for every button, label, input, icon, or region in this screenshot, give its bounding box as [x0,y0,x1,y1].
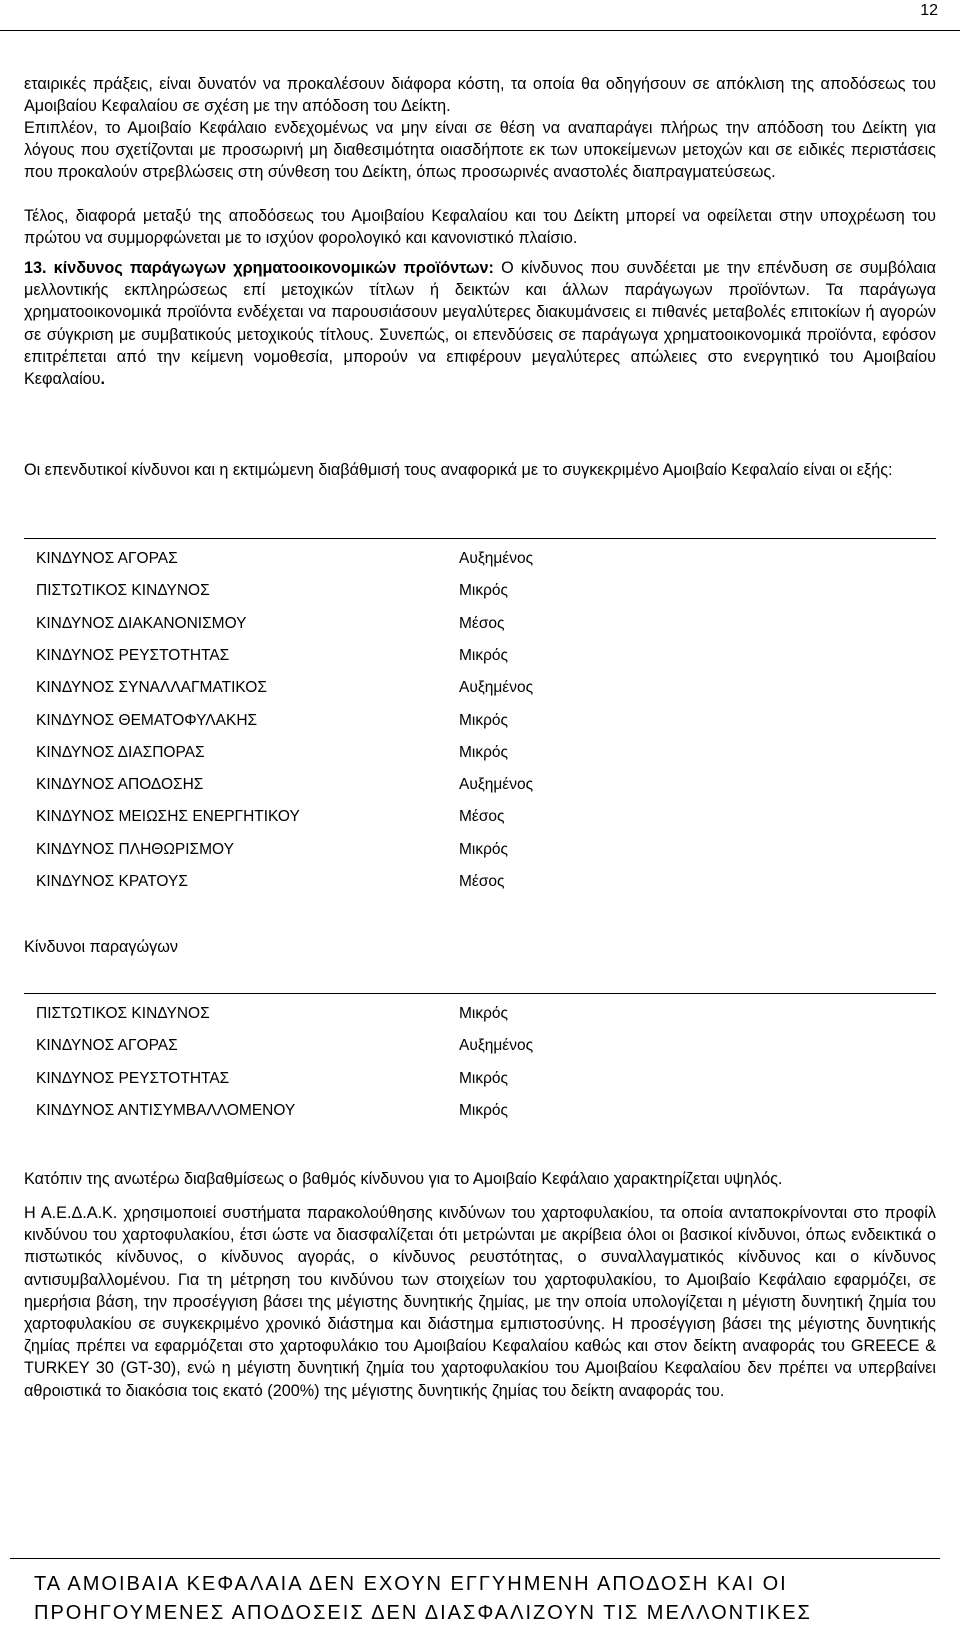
paragraph-tax: Τέλος, διαφορά μεταξύ της αποδόσεως του Αμοιβαίου Κεφαλαίου και του Δείκτη μπορεί να οφείλεται στην υποχρέωση του πρώτου να συμμορφώνεται με το ισχύον φορολογικό και κανονιστικό πλαίσιο. [24,207,936,248]
paragraph-costs: εταιρικές πράξεις, είναι δυνατόν να προκαλέσουν διάφορα κόστη, τα οποία θα οδηγήσουν σε απόκλιση της αποδόσεως του Αμοιβαίου Κεφαλαίου σε σχέση με την απόδοση του Δείκτη. [24,75,936,116]
risk-name: ΚΙΝΔΥΝΟΣ ΚΡΑΤΟΥΣ [36,873,188,890]
derivatives-risk-end: . [100,370,106,389]
footer-line-2: ΠΡΟΗΓΟΥΜΕΝΕΣ ΑΠΟΔΟΣΕΙΣ ΔΕΝ ΔΙΑΣΦΑΛΙΖΟΥΝ ΤΙΣ ΜΕΛΛΟΝΤΙΚΕΣ [34,1602,812,1624]
risk-level: Μέσος [459,808,505,826]
derivative-risk-table [24,993,936,1134]
risk-level: Μικρός [459,1005,509,1022]
risk-level: Αυξημένος [459,1037,534,1055]
risk-level: Μέσος [459,614,505,632]
risk-name: ΚΙΝΔΥΝΟΣ ΣΥΝΑΛΛΑΓΜΑΤΙΚΟΣ [36,679,267,697]
risk-name: ΚΙΝΔΥΝΟΣ ΑΠΟΔΟΣΗΣ [36,776,204,794]
header-rule [0,30,960,31]
risk-name: ΠΙΣΤΩΤΙΚΟΣ ΚΙΝΔΥΝΟΣ [36,1005,210,1022]
risk-name: ΚΙΝΔΥΝΟΣ ΜΕΙΩΣΗΣ ΕΝΕΡΓΗΤΙΚΟΥ [36,808,300,826]
risk-level: Μικρός [459,1069,509,1087]
risk-monitoring: Η Α.Ε.Δ.Α.Κ. χρησιμοποιεί συστήματα παρακολούθησης κινδύνων του χαρτοφυλακίου, τα οποία ανταποκρίνονται στο προφίλ κινδύνου του χαρτοφυλακίου, έτσι ώστε να διασφαλίζεται ότι μετρώνται με ακρίβεια όλοι οι βασικοί κίνδυνοι, όπως ενδεικτικά ο πιστωτικός κίνδυνος, ο κίνδυνος αγοράς, ο κίνδυνος ρευστότητας, ο συναλλαγματικός κίνδυνος και ο κίνδυνος αντισυμβαλλομένου. Για τη μέτρηση του κινδύνου των στοιχείων του χαρτοφυλακίου, το Αμοιβαίο Κεφάλαιο εφαρμόζει, σε ημερήσια βάση, την προσέγγιση βάσει της μέγιστης δυνητικής ζημίας, με την οποία υπολογίζεται η μέγιστη δυνητική ζημία του χαρτοφυλακίου σε συγκεκριμένο χρονικό διάστημα και διάστημα εμπιστοσύνης. Η προσέγγιση βάσει της μέγιστης δυνητικής ζημίας πρέπει να εφαρμόζεται στο χαρτοφυλάκιο του Αμοιβαίου Κεφαλαίου καθώς και στον δείκτη αναφοράς του GREECE & TURKEY 30 (GT-30), ενώ η μέγιστη δυνητική ζημία του χαρτοφυλακίου του Αμοιβαίου Κεφαλαίου δεν πρέπει να υπερβαίνει αθροιστικά το διακόσια τοις εκατό (200%) της μέγιστης δυνητικής ζημίας του δείκτη αναφοράς του. [24,1204,936,1400]
footer-line-1: ΤΑ ΑΜΟΙΒΑΙΑ ΚΕΦΑΛΑΙΑ ΔΕΝ ΕΧΟΥΝ ΕΓΓΥΗΜΕΝΗ ΑΠΟΔΟΣΗ ΚΑΙ ΟΙ [34,1573,788,1595]
risk-name: ΚΙΝΔΥΝΟΣ ΑΓΟΡΑΣ [36,1037,178,1055]
risk-name: ΚΙΝΔΥΝΟΣ ΠΛΗΘΩΡΙΣΜΟΥ [36,840,234,858]
risk-conclusion: Κατόπιν της ανωτέρω διαβαθμίσεως ο βαθμός κίνδυνου για το Αμοιβαίο Κεφάλαιο χαρακτηρίζεται υψηλός. [24,1170,783,1188]
risk-table [24,538,936,899]
risk-name: ΚΙΝΔΥΝΟΣ ΔΙΑΣΠΟΡΑΣ [36,743,205,761]
risk-name: ΚΙΝΔΥΝΟΣ ΔΙΑΚΑΝΟΝΙΣΜΟΥ [36,614,247,632]
risk-level: Μέσος [459,873,505,890]
risk-level: Μικρός [459,582,509,600]
risk-level: Αυξημένος [459,679,534,697]
risk-level: Μικρός [459,646,509,664]
footer-rule [10,1558,940,1559]
page-number: 12 [920,2,938,19]
derivatives-risk-body: Ο κίνδυνος που συνδέεται με την επένδυση σε συμβόλαια μελλοντικής εκπληρώσεως επί μετοχικών τίτλων ή δεικτών και άλλων παράγωγων προϊόντων. Τα παράγωγα χρηματοοικονομικά προϊόντα ενδέχεται να παρουσιάσουν μεγαλύτερες διακυμάνσεις ει πιθανές μεταβολές επιτοκίων ή αγορών σε σύγκριση με συμβατικούς μετοχικούς τίτλους. Συνεπώς, οι επενδύσεις σε παράγωγα χρηματοοικονομικά προϊόντα, εφόσον επιτρέπεται από την κείμενη νομοθεσία, μπορούν να επιφέρουν μεγαλύτερες απώλειες στο ενεργητικό του Αμοιβαίου Κεφαλαίου [24,259,936,389]
risk-level: Αυξημένος [459,550,534,567]
risk-name: ΚΙΝΔΥΝΟΣ ΡΕΥΣΤΟΤΗΤΑΣ [36,1069,230,1087]
risks-intro: Οι επενδυτικοί κίνδυνοι και η εκτιμώμενη διαβάθμισή τους αναφορικά με το συγκεκριμένο Αμοιβαίο Κεφαλαίο είναι οι εξής: [24,461,893,479]
risk-name: ΚΙΝΔΥΝΟΣ ΘΕΜΑΤΟΦΥΛΑΚΗΣ [36,711,258,729]
risk-level: Μικρός [459,743,509,761]
risk-name: ΚΙΝΔΥΝΟΣ ΑΓΟΡΑΣ [36,550,178,567]
derivatives-risk-heading: 13. κίνδυνος παράγωγων χρηματοοικονομικών προϊόντων: [24,259,494,277]
paragraph-derivatives-risk [24,257,936,390]
risk-name: ΠΙΣΤΩΤΙΚΟΣ ΚΙΝΔΥΝΟΣ [36,582,210,600]
risk-level: Αυξημένος [459,776,534,794]
risk-level: Μικρός [459,1101,509,1119]
risk-name: ΚΙΝΔΥΝΟΣ ΡΕΥΣΤΟΤΗΤΑΣ [36,646,230,664]
risk-name: ΚΙΝΔΥΝΟΣ ΑΝΤΙΣΥΜΒΑΛΛΟΜΕΝΟΥ [36,1101,296,1119]
derivatives-label: Κίνδυνοι παραγώγων [24,938,178,956]
paragraph-replication: Επιπλέον, το Αμοιβαίο Κεφάλαιο ενδεχομένως να μην είναι σε θέση να αναπαράγει πλήρως την απόδοση του Δείκτη για λόγους που σχετίζονται με προσωρινή μη διαθεσιμότητα οιασδήποτε εκ των υποκείμενων μετοχών και σε ειδικές περιστάσεις που προκαλούν στρεβλώσεις στη σύνθεση του Δείκτη, όπως προσωρινές αναστολές διαπραγματεύσεως. [24,119,936,182]
risk-level: Μικρός [459,840,509,858]
risk-level: Μικρός [459,711,509,729]
